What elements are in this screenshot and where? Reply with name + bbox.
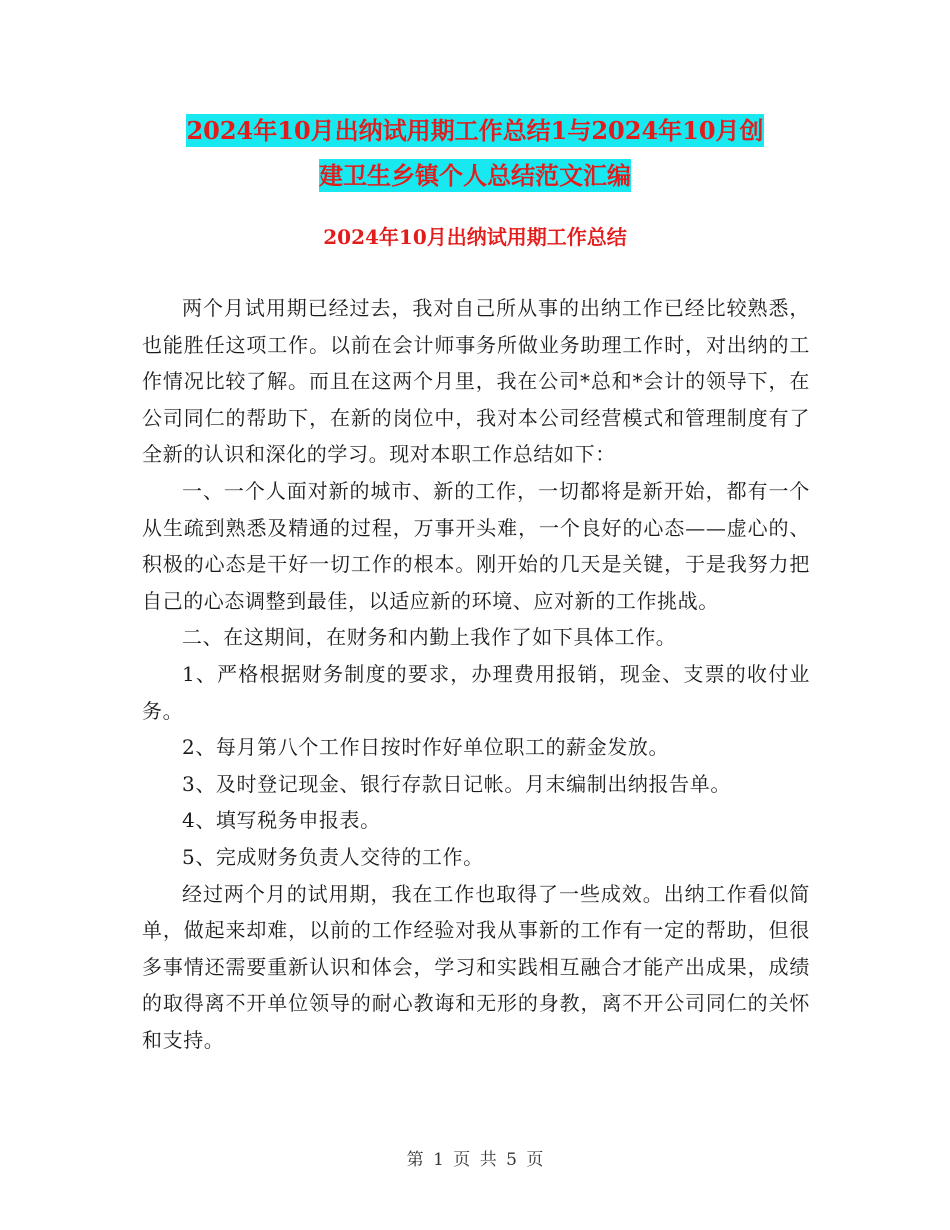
list-item: 1、严格根据财务制度的要求，办理费用报销，现金、支票的收付业务。 [142,661,810,723]
title-highlight-1: 2024年10月出纳试用期工作总结1与2024年10月创 [186,116,764,145]
paragraph: 经过两个月的试用期，我在工作也取得了一些成效。出纳工作看似简单，做起来却难，以前的工作经验对我从事新的工作有一定的帮助，但很多事情还需要重新认识和体会，学习和实践相互融合才能产出成果，成绩的取得离不开单位领导的耐心教诲和无形的身教，离不开公司同仁的关怀和支持。 [142,881,810,1052]
paragraph: 二、在这期间，在财务和内勤上我作了如下具体工作。 [182,625,677,650]
list-item: 4、填写税务申报表。 [182,808,381,833]
paragraph: 两个月试用期已经过去，我对自己所从事的出纳工作已经比较熟悉，也能胜任这项工作。以前在会计师事务所做业务助理工作时，对出纳的工作情况比较了解。而且在这两个月里，我在公司*总和*会计的领导下，在公司同仁的帮助下，在新的岗位中，我对本公司经营模式和管理制度有了全新的认识和深化的学习。现对本职工作总结如下： [142,296,810,467]
list-item: 2、每月第八个工作日按时作好单位职工的薪金发放。 [182,735,670,760]
title-highlight-2: 建卫生乡镇个人总结范文汇编 [319,161,631,190]
list-item: 3、及时登记现金、银行存款日记帐。月末编制出纳报告单。 [182,771,731,796]
document-body [142,290,810,1058]
list-item: 5、完成财务负责人交待的工作。 [182,844,484,869]
paragraph: 一、一个人面对新的城市、新的工作，一切都将是新开始，都有一个从生疏到熟悉及精通的过程，万事开头难，一个良好的心态——虚心的、积极的心态是干好一切工作的根本。刚开始的几天是关键，于是我努力把自己的心态调整到最佳，以适应新的环境、应对新的工作挑战。 [142,478,810,613]
document-title-line2 [0,150,950,202]
page-number-footer: 第 1 页 共 5 页 [406,1150,544,1170]
section-title: 2024年10月出纳试用期工作总结 [323,225,627,249]
